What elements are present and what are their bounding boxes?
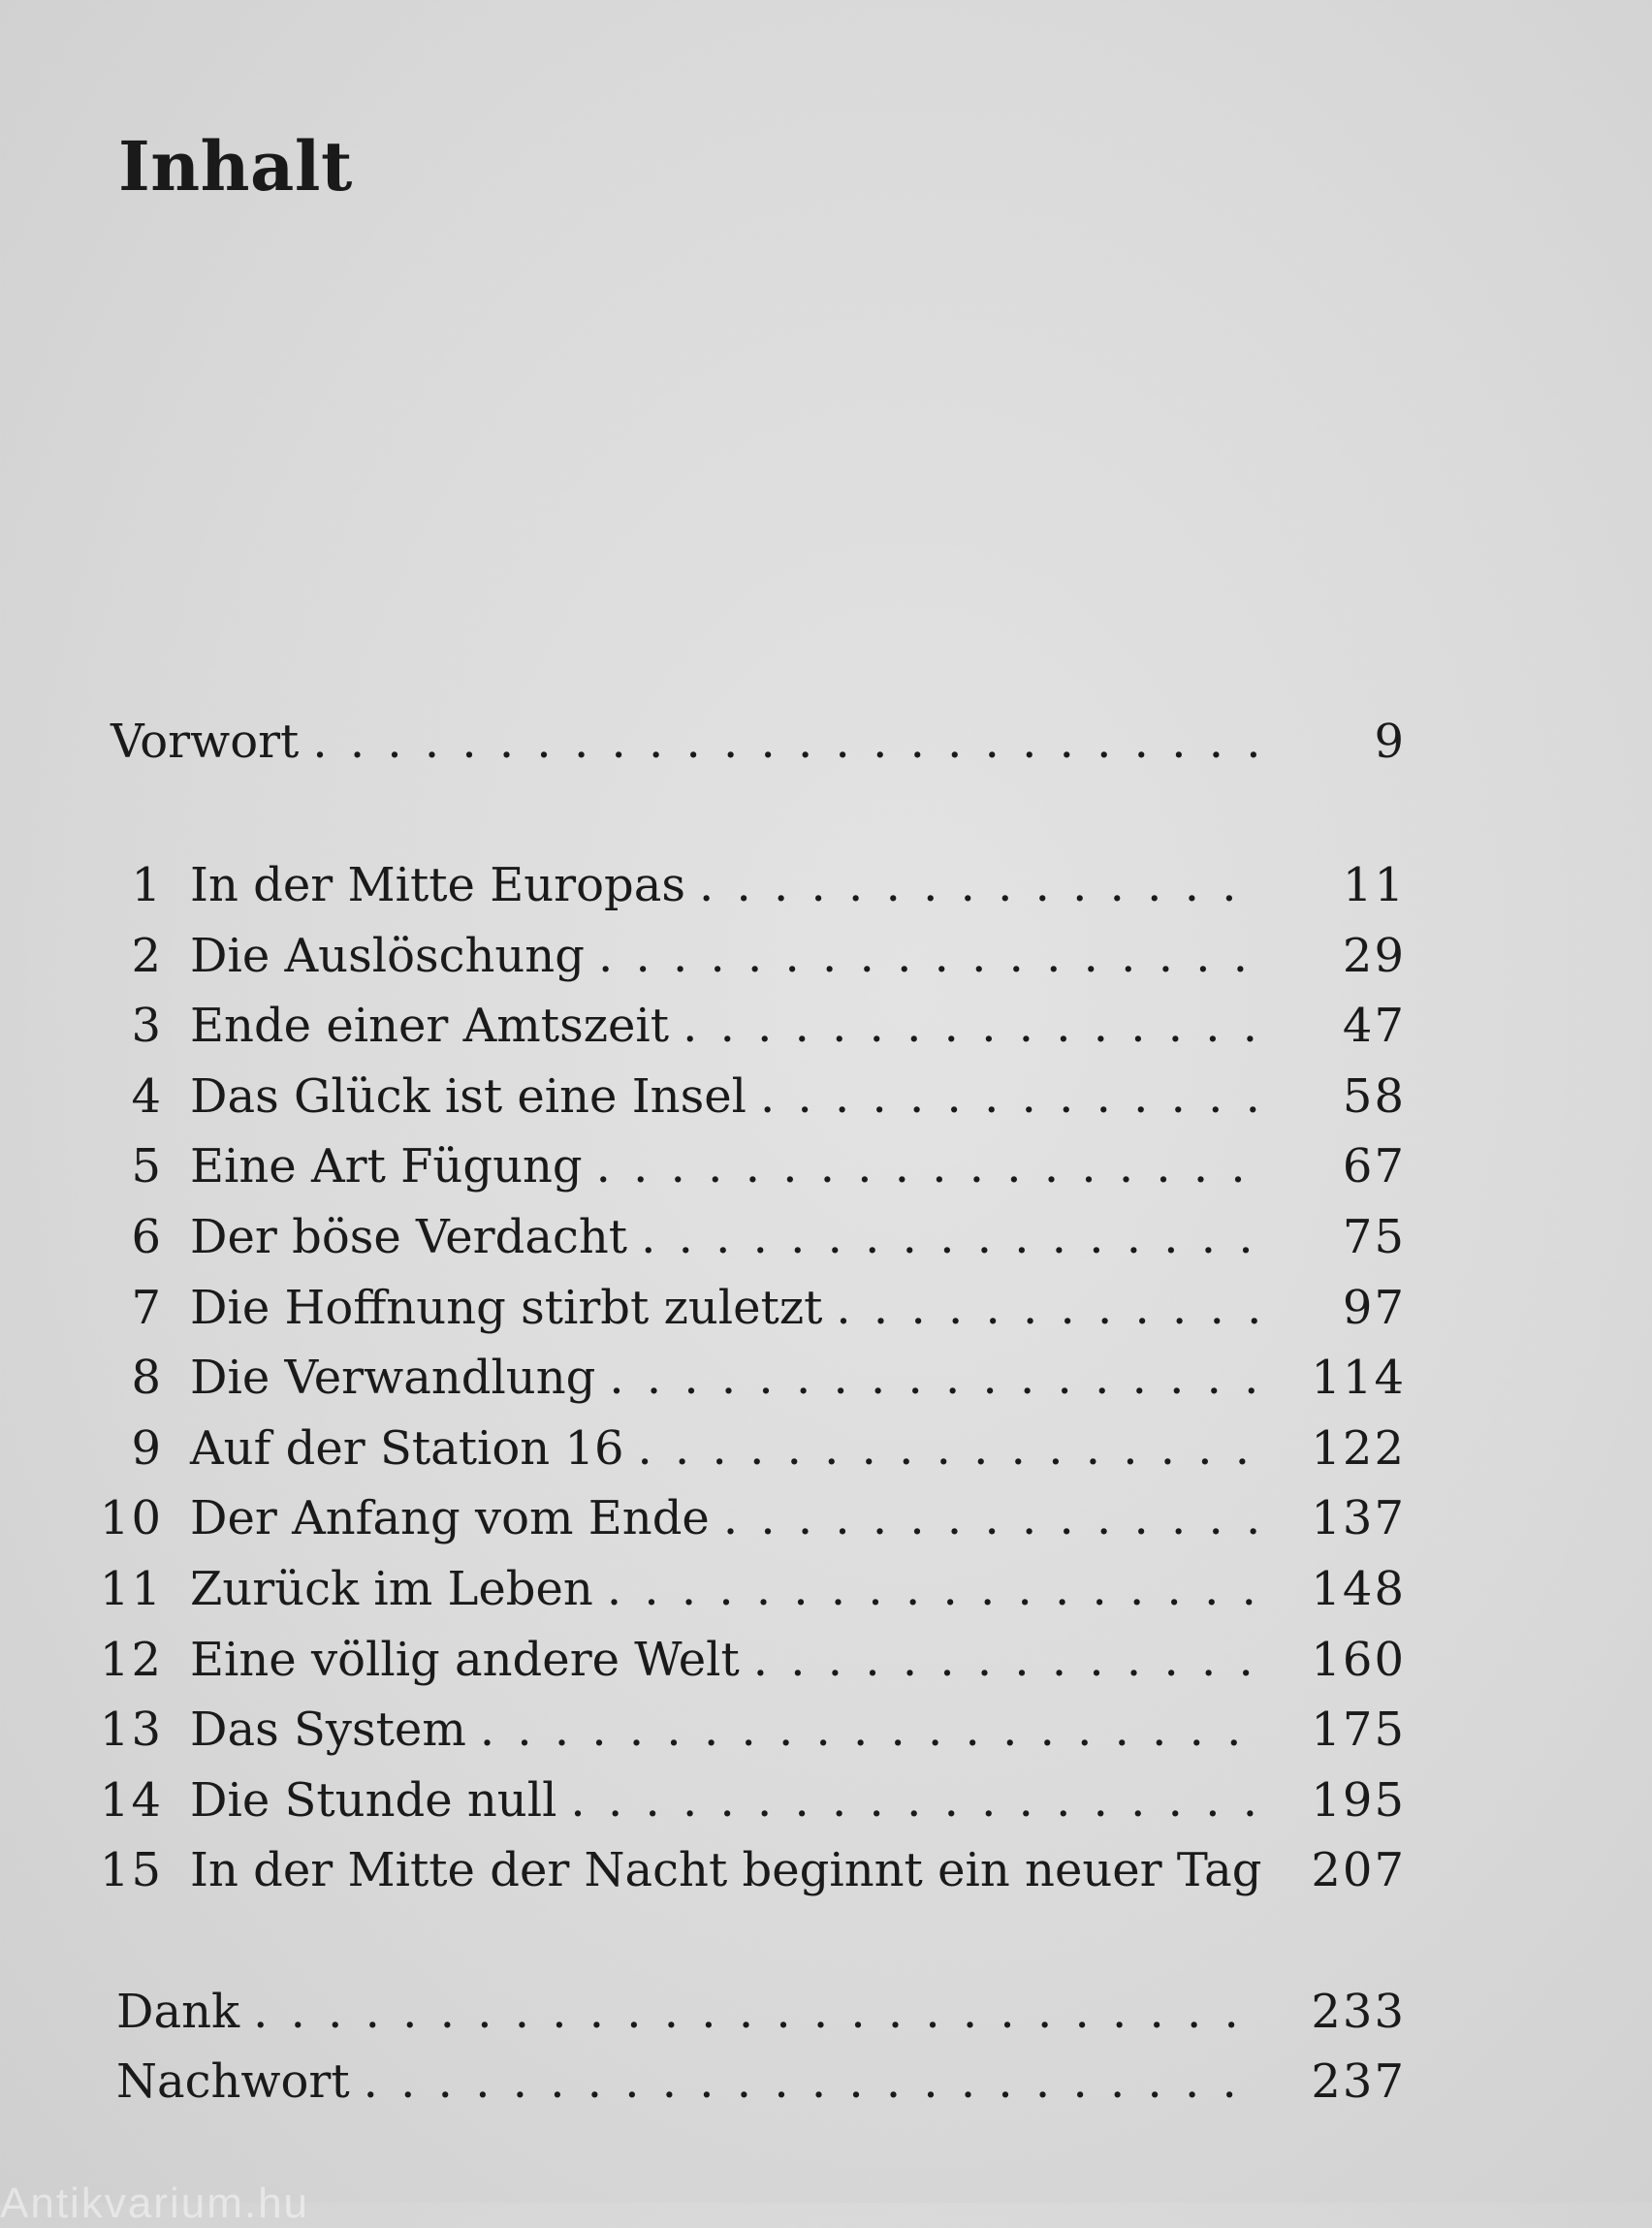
chapter-number: 8	[131, 1351, 163, 1406]
toc-entry	[0, 1063, 1652, 1130]
dot-leader	[570, 1766, 1260, 1834]
chapter-number: 2	[131, 928, 163, 983]
entry-title: Das System	[190, 1703, 466, 1758]
page-number: 137	[1311, 1491, 1406, 1546]
chapter-number: 7	[131, 1280, 163, 1335]
page-number: 47	[1342, 999, 1406, 1054]
chapter-number: 6	[131, 1210, 163, 1264]
chapter-number: 11	[99, 1562, 163, 1616]
dot-leader	[683, 992, 1260, 1060]
entry-title: Der böse Verdacht	[190, 1210, 628, 1264]
page-number: 58	[1342, 1068, 1406, 1124]
toc-entry	[0, 922, 1652, 990]
chapter-number: 5	[131, 1139, 163, 1194]
dot-leader	[836, 1274, 1260, 1342]
dot-leader	[753, 1626, 1260, 1694]
toc-entry	[0, 1484, 1652, 1552]
entry-title: Die Hoffnung stirbt zuletzt	[190, 1280, 823, 1335]
dot-leader	[598, 922, 1260, 990]
chapter-number: 1	[131, 858, 163, 912]
entry-title: Vorwort	[111, 715, 300, 769]
dot-leader	[607, 1555, 1260, 1623]
chapter-number: 9	[131, 1420, 163, 1476]
toc-entry	[0, 1415, 1652, 1482]
entry-title: Der Anfang vom Ende	[190, 1491, 710, 1546]
entry-title: Zurück im Leben	[190, 1562, 593, 1616]
entry-title: In der Mitte der Nacht beginnt ein neuer Tag	[190, 1843, 1262, 1898]
toc-entry	[0, 1344, 1652, 1412]
watermark: Antikvarium.hu	[0, 2180, 310, 2227]
chapter-number: 15	[99, 1843, 163, 1898]
chapter-number: 13	[99, 1703, 163, 1758]
page-number: 207	[1311, 1843, 1406, 1898]
entry-title: Die Stunde null	[190, 1772, 557, 1828]
page-number: 67	[1342, 1139, 1406, 1194]
dot-leader	[364, 2048, 1260, 2116]
dot-leader	[609, 1344, 1260, 1412]
entry-title: Ende einer Amtszeit	[190, 999, 670, 1054]
entry-title: Auf der Station 16	[190, 1420, 624, 1476]
chapter-number: 12	[99, 1632, 163, 1687]
chapter-number: 4	[131, 1068, 163, 1124]
entry-title: Die Auslöschung	[190, 928, 585, 983]
dot-leader	[480, 1696, 1260, 1764]
page-number: 11	[1342, 858, 1406, 912]
dot-leader	[699, 851, 1260, 919]
page-number: 237	[1311, 2054, 1406, 2109]
toc-entry	[0, 2048, 1652, 2116]
page-title: Inhalt	[118, 126, 353, 207]
toc-entry	[0, 1766, 1652, 1834]
page-number: 75	[1342, 1210, 1406, 1264]
page-number: 175	[1311, 1703, 1406, 1758]
toc-entry	[0, 851, 1652, 919]
entry-title: Die Verwandlung	[190, 1351, 596, 1406]
page-number: 114	[1311, 1351, 1406, 1406]
toc-entry	[0, 1836, 1652, 1904]
toc-entry	[0, 1132, 1652, 1200]
entry-title: Eine völlig andere Welt	[190, 1632, 740, 1687]
page-number: 160	[1311, 1632, 1406, 1687]
toc-entry	[0, 1274, 1652, 1342]
toc-entry	[0, 1696, 1652, 1764]
page-number: 195	[1311, 1772, 1406, 1828]
entry-title: Eine Art Fügung	[190, 1139, 583, 1194]
entry-title: Nachwort	[116, 2054, 350, 2109]
toc-entry	[0, 1626, 1652, 1694]
dot-leader	[596, 1132, 1260, 1200]
toc-entry	[0, 1978, 1652, 2046]
page-number: 122	[1311, 1420, 1406, 1476]
page-number: 29	[1342, 928, 1406, 983]
page-number: 97	[1342, 1280, 1406, 1335]
toc-entry	[0, 708, 1652, 776]
toc-entry	[0, 992, 1652, 1060]
dot-leader	[641, 1203, 1260, 1271]
chapter-number: 10	[99, 1491, 163, 1546]
chapter-number: 14	[99, 1772, 163, 1828]
toc-entry	[0, 1555, 1652, 1623]
page-number: 148	[1311, 1562, 1406, 1616]
dot-leader	[723, 1484, 1260, 1552]
entry-title: Das Glück ist eine Insel	[190, 1068, 747, 1124]
dot-leader	[760, 1063, 1260, 1130]
chapter-number: 3	[131, 999, 163, 1054]
page-number: 233	[1311, 1985, 1406, 2039]
dot-leader	[312, 708, 1260, 776]
page-number: 9	[1374, 715, 1406, 769]
dot-leader	[638, 1415, 1260, 1482]
dot-leader	[253, 1978, 1260, 2046]
entry-title: Dank	[116, 1985, 240, 2039]
toc-entry	[0, 1203, 1652, 1271]
entry-title: In der Mitte Europas	[190, 858, 685, 912]
